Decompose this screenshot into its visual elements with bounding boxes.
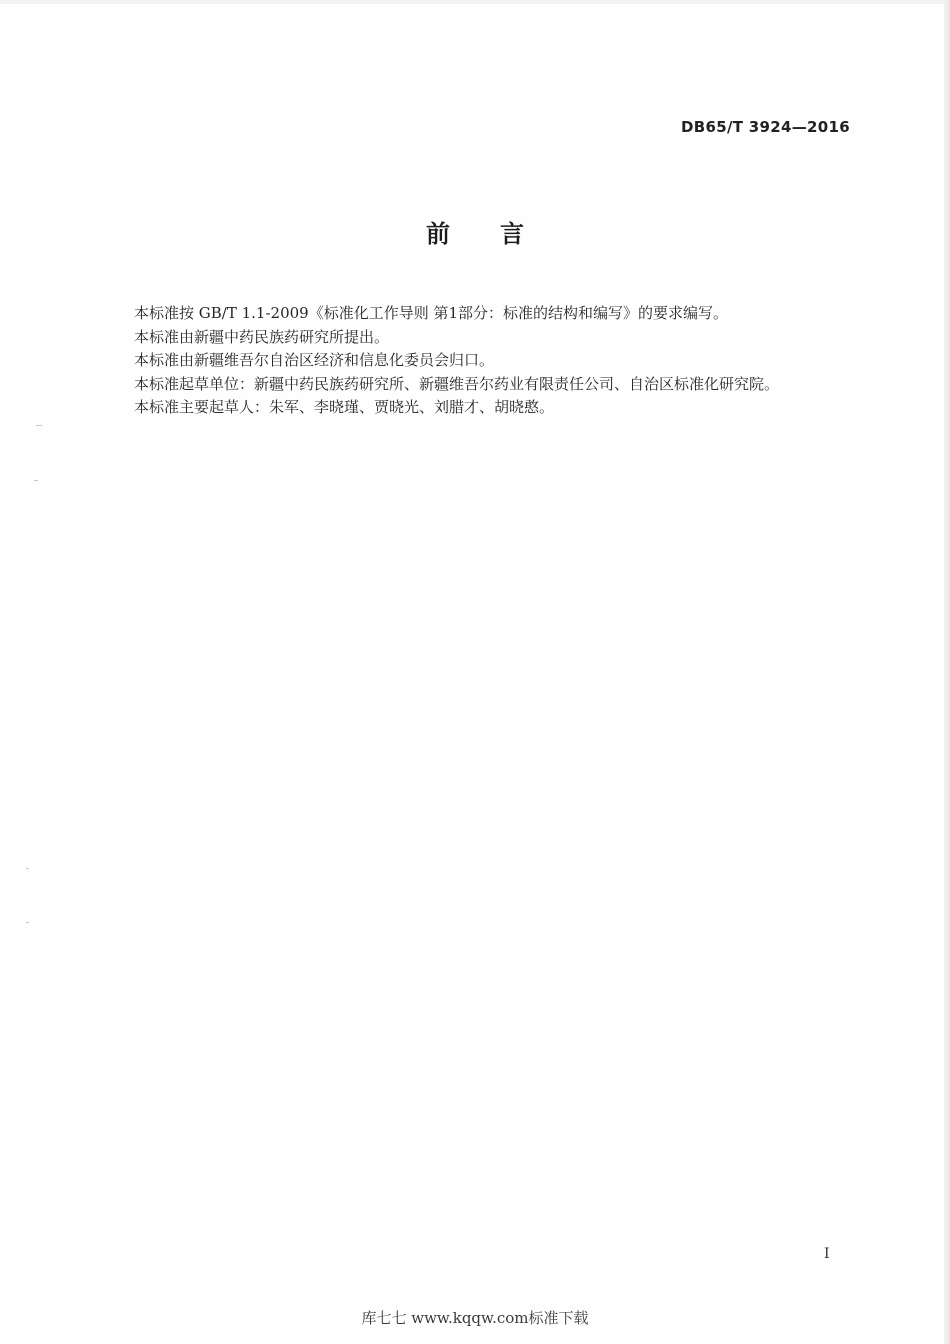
paragraph-drafters: 本标准主要起草人：朱军、李晓瑾、贾晓光、刘腊才、胡晓憨。 [134,398,555,416]
footer-watermark: 库七七 www.kqqw.com标准下载 [361,1309,589,1327]
scan-speck [26,868,29,869]
standard-code: DB65/T 3924—2016 [681,118,850,136]
scan-speck [34,480,38,481]
scan-edge-right [944,0,950,1344]
foreword-body [134,302,864,420]
scan-speck [36,425,42,426]
paragraph-proposer: 本标准由新疆中药民族药研究所提出。 [134,327,390,346]
scan-speck [26,922,29,923]
page-title [0,214,950,249]
title-char-2: 言 [500,220,524,248]
page-number: I [824,1246,830,1262]
title-char-1: 前 [426,220,450,248]
paragraph-drafting-units: 本标准起草单位：新疆中药民族药研究所、新疆维吾尔药业有限责任公司、自治区标准化研究院。 [134,374,780,393]
paragraph-drafting-rule: 本标准按 GB/T 1.1-2009《标准化工作导则 第1部分：标准的结构和编写》的要求编写。 [134,304,729,322]
scan-edge-top [0,0,950,4]
paragraph-administrator: 本标准由新疆维吾尔自治区经济和信息化委员会归口。 [134,351,495,369]
